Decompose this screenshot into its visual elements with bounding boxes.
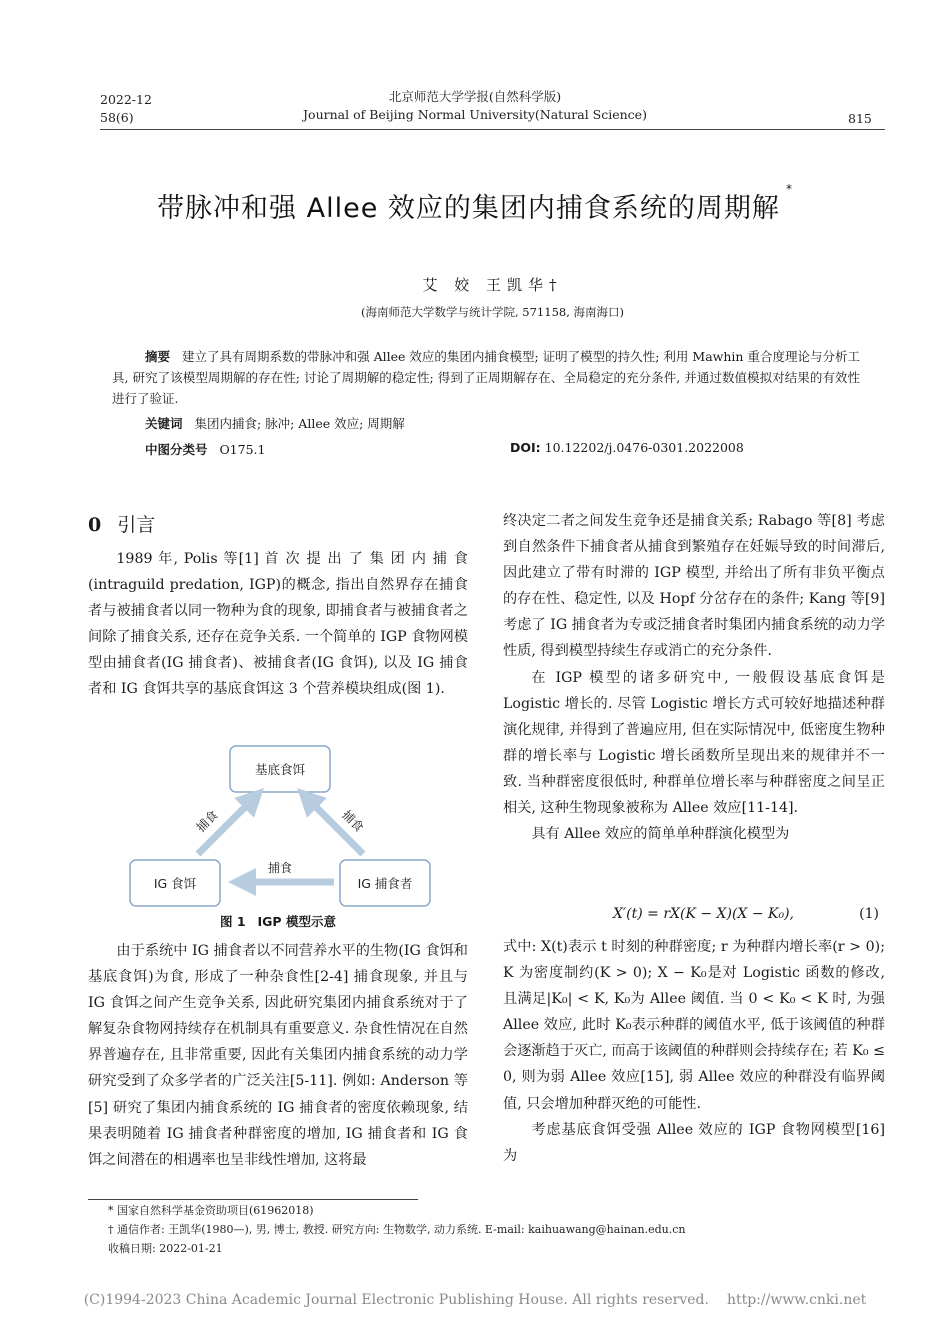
abstract-label: 摘要 xyxy=(145,349,171,364)
intro-paragraph-7: 考虑基底食饵受强 Allee 效应的 IGP 食物网模型[16] 为 xyxy=(503,1121,885,1164)
arrow-label-bottom: 捕食 xyxy=(267,861,293,875)
figure-caption-number: 图 1 xyxy=(220,914,246,929)
footnote-funding: * 国家自然科学基金资助项目(61962018) xyxy=(108,1204,314,1217)
keywords xyxy=(145,414,405,432)
equation-number: (1) xyxy=(859,906,879,922)
journal-name-cn: 北京师范大学学报(自然科学版) xyxy=(388,89,562,104)
abstract xyxy=(112,346,860,409)
copyright-website[interactable]: http://www.cnki.net xyxy=(726,1292,867,1308)
affiliation: (海南师范大学数学与统计学院, 571158, 海南海口) xyxy=(361,305,624,319)
footnote-corresponding-author: † 通信作者: 王凯华(1980—), 男, 博士, 教授. 研究方向: 生物数学, 动力系统. E-mail: kaihuawang@hainan.edu.cn xyxy=(108,1223,686,1236)
intro-paragraph-3: 终决定二者之间发生竞争还是捕食关系; Rabago 等[8] 考虑到自然条件下捕食者从捕食到繁殖存在妊娠导致的时间滞后, 因此建立了带有时滞的 IGP 模型, 并给出了所有非负平衡点的存在性、稳定性, 以及 Hopf 分岔存在的条件; Kang 等[9] 考虑了 IG 捕食者为专或泛捕食者时集团内捕食系统的动力学性质, 得到模型持续生存或消亡的充分条件. xyxy=(503,513,885,660)
equation-1 xyxy=(503,902,885,928)
section-title: 引言 xyxy=(117,514,156,536)
left-column-bottom xyxy=(88,938,468,1173)
issue-date: 2022-12 xyxy=(100,92,152,107)
right-column-bottom xyxy=(503,934,885,1169)
copyright-text: (C)1994-2023 China Academic Journal Electronic Publishing House. All rights reserved. xyxy=(83,1292,709,1308)
intro-paragraph-5: 具有 Allee 效应的简单单种群演化模型为 xyxy=(531,826,790,843)
doi-label: DOI: xyxy=(510,440,541,455)
intro-paragraph-1: 1989 年, Polis 等[1] 首 次 提 出 了 集 团 内 捕 食 (intraguild predation, IGP)的概念, 指出自然界存在捕食者与被捕食者以同一物种为食的现象, 即捕食者与被捕食者之间除了捕食关系, 还存在竞争关系. 一个简单的 IGP 食物网模型由捕食者(IG 捕食者)、被捕食者(IG 食饵), 以及 IG 捕食者和 IG 食饵共享的基底食饵这 3 个营养模块组成(图 1). xyxy=(88,551,468,698)
left-column-top xyxy=(88,546,468,703)
intro-paragraph-6: 式中: X(t)表示 t 时刻的种群密度; r 为种群内增长率(r > 0); K 为密度制约(K > 0); X − K₀是对 Logistic 函数的修改, 且满足|K₀| < K, K₀为 Allee 阈值. 当 0 < K₀ < K 时, 为强 Allee 效应, 此时 K₀表示种群的阈值水平, 低于该阈值的种群会逐渐趋于灭亡, 而高于该阈值的种群则会持续存在; 若 K₀ ≤ 0, 则为弱 Allee 效应[15], 弱 Allee 效应的种群没有临界阈值, 只会增加种群灭绝的可能性. xyxy=(503,939,885,1112)
arrow-label-right: 捕食 xyxy=(339,807,367,835)
arrow-label-left: 捕食 xyxy=(193,807,221,835)
box-ig-predator-label: IG 捕食者 xyxy=(357,876,413,891)
figure-caption-text: IGP 模型示意 xyxy=(257,914,336,929)
journal-name-en: Journal of Beijing Normal University(Natural Science) xyxy=(303,107,647,122)
keywords-label: 关键词 xyxy=(145,416,183,431)
footnote-rule xyxy=(88,1199,418,1200)
classification-code: O175.1 xyxy=(219,442,266,457)
footnote-received-date: 收稿日期: 2022-01-21 xyxy=(108,1242,223,1255)
intro-paragraph-4: 在 IGP 模型的诸多研究中, 一般假设基底食饵是 Logistic 增长的. 尽管 Logistic 增长方式可较好地描述种群演化规律, 并得到了普遍应用, 但在实际情况中, 低密度生物种群的增长率与 Logistic 增长函数所呈现出来的规律并不一致. 当种群密度很低时, 种群单位增长率与种群密度之间呈正相关, 这种生物现象被称为 Allee 效应[11-14]. xyxy=(503,669,885,817)
box-ig-prey-label: IG 食饵 xyxy=(153,876,197,891)
paper-title xyxy=(60,182,890,225)
title-footnote-mark: * xyxy=(785,182,793,196)
copyright-line xyxy=(0,1292,950,1308)
equation-expression: X′(t) = rX(K − X)(X − K₀), xyxy=(613,906,795,922)
classification-label: 中图分类号 xyxy=(145,442,208,457)
header-rule xyxy=(100,129,885,130)
classification xyxy=(145,440,265,458)
figure-igp-diagram xyxy=(110,740,450,910)
keywords-text: 集团内捕食; 脉冲; Allee 效应; 周期解 xyxy=(194,416,405,431)
authors: 艾 姣 王凯华† xyxy=(422,276,563,294)
figure-caption xyxy=(88,912,468,930)
issue-volume: 58(6) xyxy=(100,110,134,125)
intro-paragraph-2: 由于系统中 IG 捕食者以不同营养水平的生物(IG 食饵和基底食饵)为食, 形成了一种杂食性[2-4] 捕食现象, 并且与 IG 食饵之间产生竞争关系, 因此研究集团内捕食系统对于了解复杂食物网持续存在机制具有重要意义. 杂食性情况在自然界普遍存在, 且非常重要, 因此有关集团内捕食系统的动力学研究受到了众多学者的广泛关注[5-11]. 例如: Anderson 等[5] 研究了集团内捕食系统的 IG 捕食者的密度依赖现象, 结果表明随着 IG 捕食者种群密度的增加, IG 捕食者和 IG 食饵之间潜在的相遇率也呈非线性增加, 这将最 xyxy=(88,943,468,1168)
right-column-top xyxy=(503,508,885,847)
doi xyxy=(510,440,744,455)
section-heading xyxy=(88,510,155,537)
doi-value: 10.12202/j.0476-0301.2022008 xyxy=(544,440,744,455)
section-number: 0 xyxy=(88,514,102,536)
page-number: 815 xyxy=(848,111,872,126)
abstract-text: 建立了具有周期系数的带脉冲和强 Allee 效应的集团内捕食模型; 证明了模型的持久性; 利用 Mawhin 重合度理论与分析工具, 研究了该模型周期解的存在性; 讨论了周期解的稳定性; 得到了正周期解存在、全局稳定的充分条件, 并通过数值模拟对结果的有效性进行了验证. xyxy=(112,349,860,406)
box-basal-prey-label: 基底食饵 xyxy=(254,762,306,777)
paper-title-text: 带脉冲和强 Allee 效应的集团内捕食系统的周期解 xyxy=(157,193,780,224)
